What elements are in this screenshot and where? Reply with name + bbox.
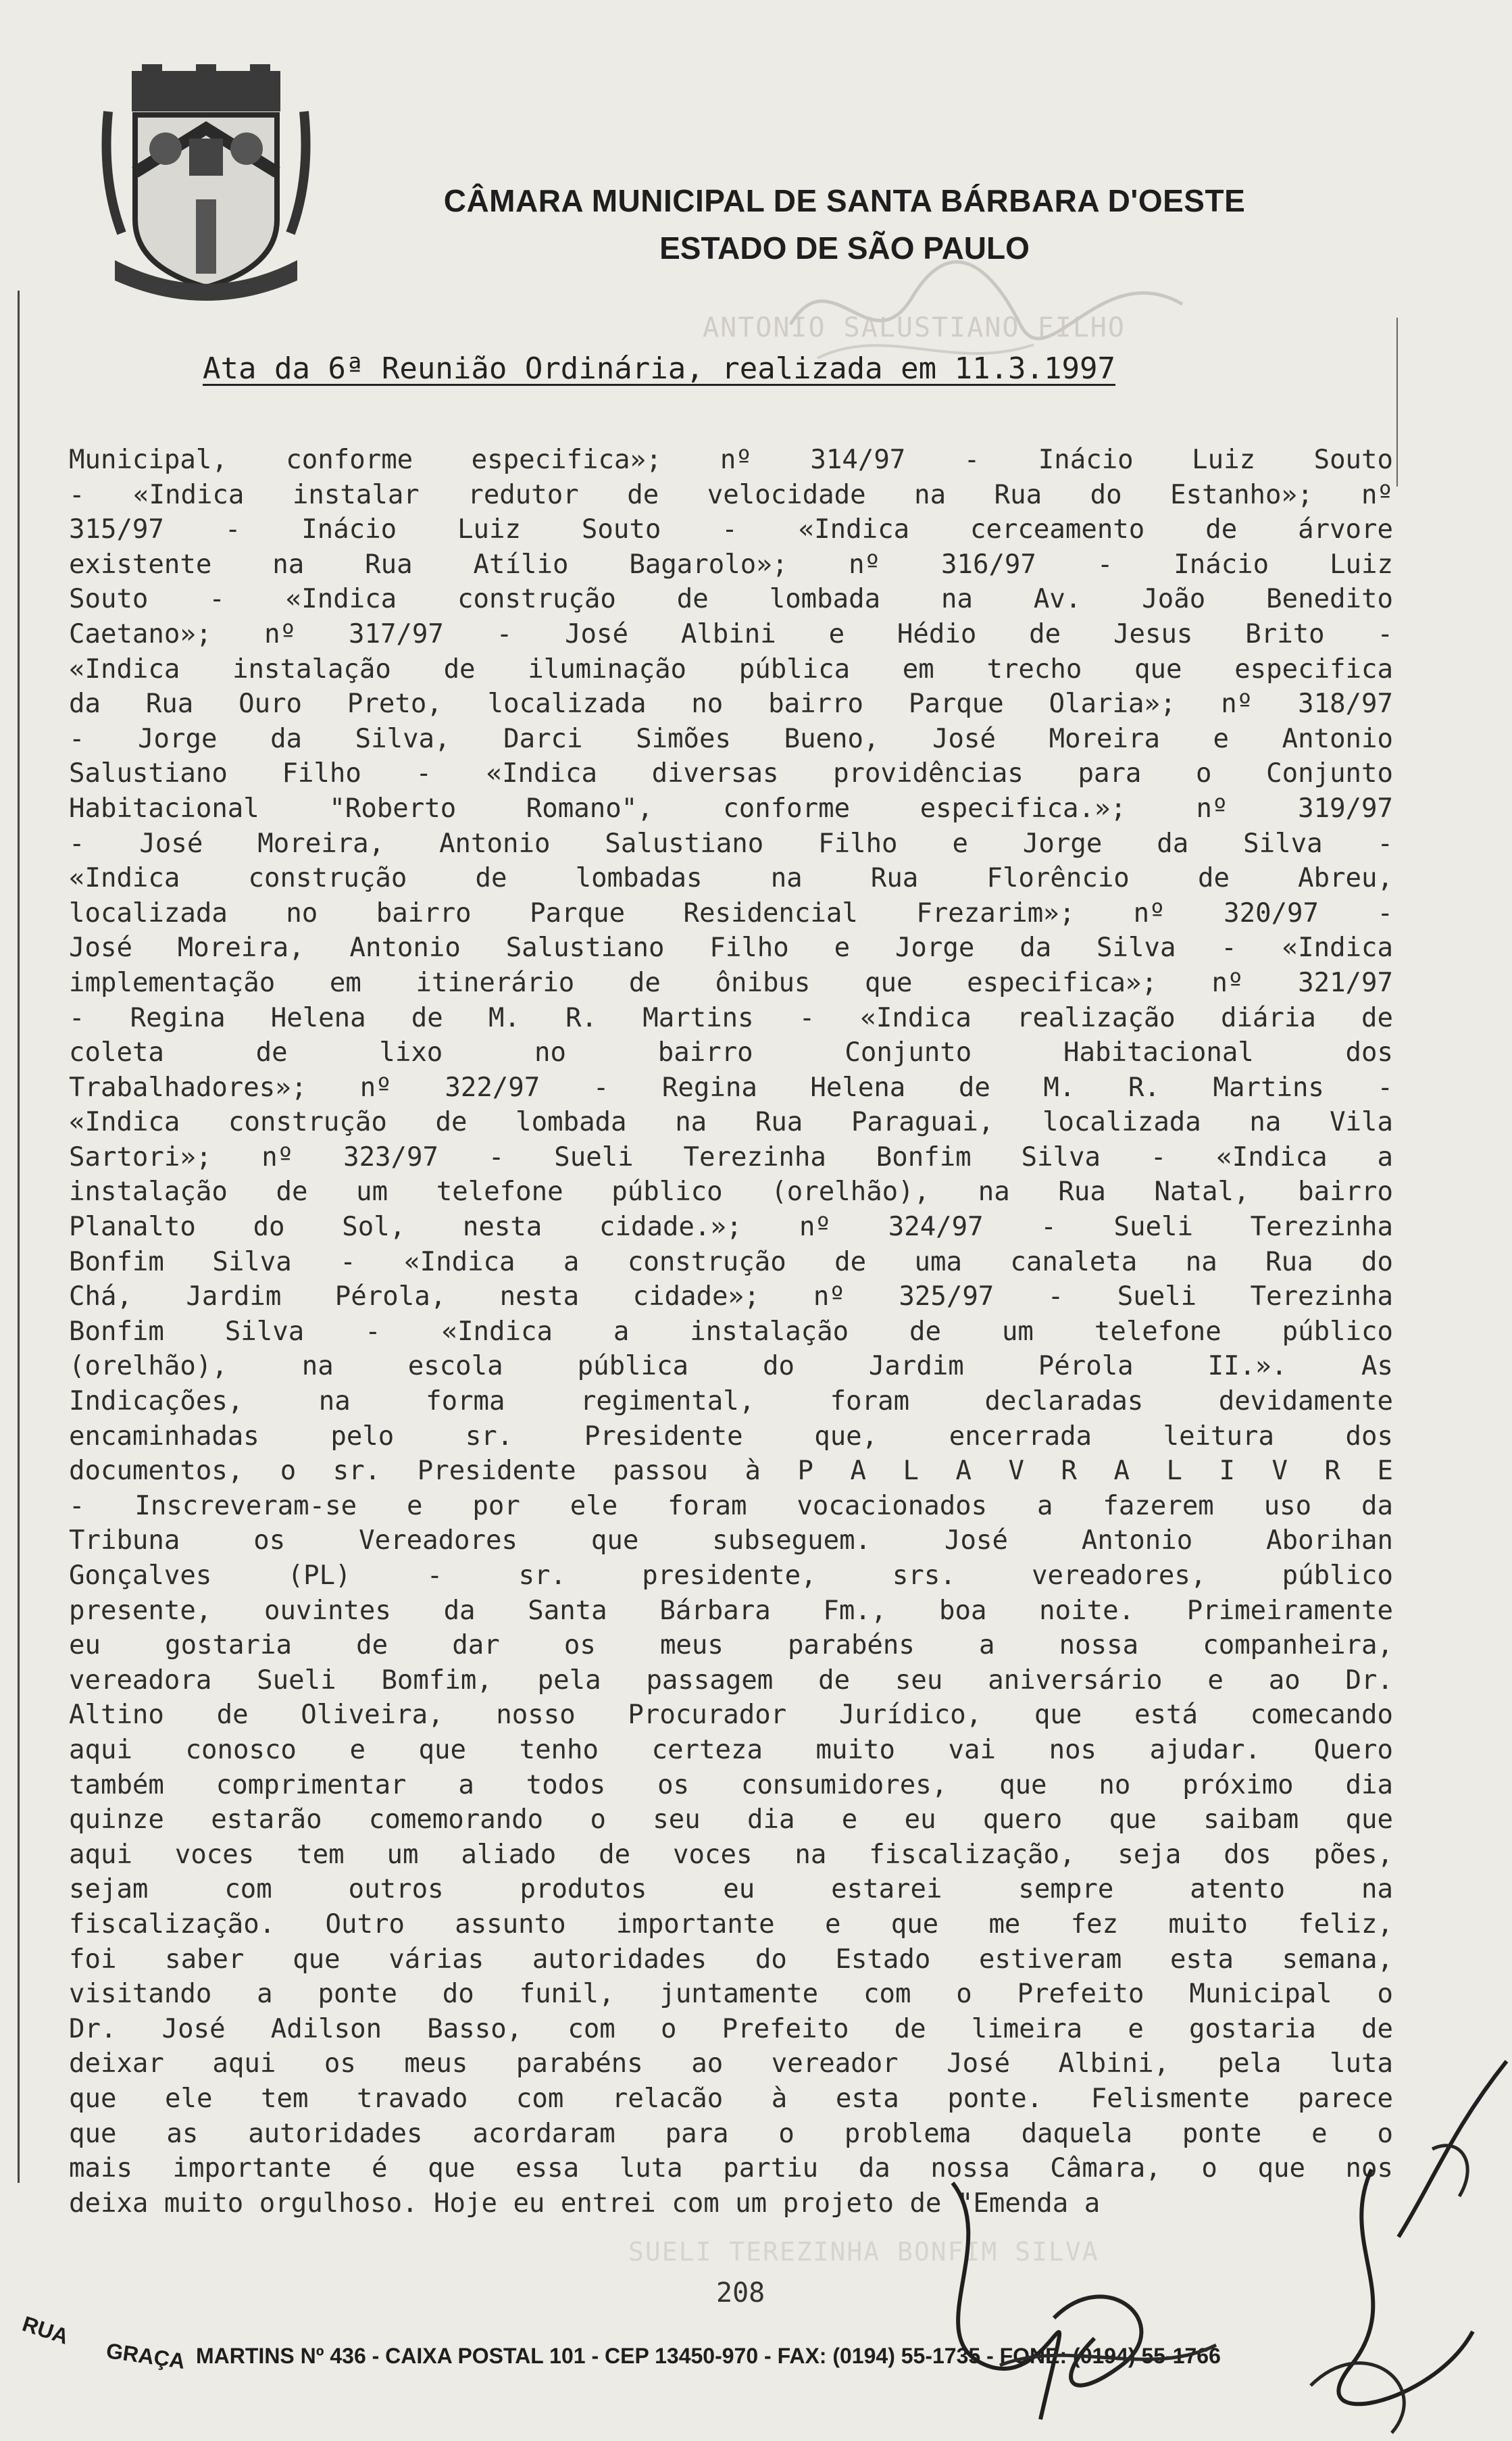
header-chamber-name: CÂMARA MUNICIPAL DE SANTA BÁRBARA D'OESTE bbox=[443, 183, 1246, 218]
handwritten-signature-right bbox=[1392, 2048, 1512, 2250]
minutes-line: Bonfim Silva - «Indica a instalação de um telefone público bbox=[69, 1316, 1393, 1347]
minutes-line: aqui voces tem um aliado de voces na fiscalização, seja dos pões, bbox=[69, 1839, 1393, 1870]
minutes-line: Bonfim Silva - «Indica a construção de uma canaleta na Rua do bbox=[69, 1246, 1393, 1277]
minutes-line: Municipal, conforme especifica»; nº 314/97 - Inácio Luiz Souto bbox=[69, 445, 1393, 475]
faint-stamp-name-bottom: SUELI TEREZINHA BONFIM SILVA bbox=[628, 2237, 1099, 2267]
minutes-line: (orelhão), na escola pública do Jardim Pérola II.». As bbox=[69, 1351, 1393, 1382]
minutes-line: foi saber que várias autoridades do Estado estiveram esta semana, bbox=[69, 1944, 1393, 1975]
minutes-line: sejam com outros produtos eu estarei sempre atento na bbox=[69, 1874, 1393, 1905]
minutes-line: aqui conosco e que tenho certeza muito vai nos ajudar. Quero bbox=[69, 1734, 1393, 1765]
minutes-line: «Indica construção de lombadas na Rua Florêncio de Abreu, bbox=[69, 863, 1393, 894]
minutes-line: da Rua Ouro Preto, localizada no bairro Parque Olaria»; nº 318/97 bbox=[69, 689, 1393, 720]
minutes-line: deixa muito orgulhoso. Hoje eu entrei com um projeto de "Emenda a bbox=[69, 2188, 1101, 2219]
minutes-line: - «Indica instalar redutor de velocidade na Rua do Estanho»; nº bbox=[69, 479, 1393, 510]
minutes-line: também comprimentar a todos os consumidores, que no próximo dia bbox=[69, 1769, 1393, 1800]
header-state-name: ESTADO DE SÃO PAULO bbox=[659, 230, 1030, 266]
minutes-line: Planalto do Sol, nesta cidade.»; nº 324/97 - Sueli Terezinha bbox=[69, 1212, 1393, 1243]
minutes-line: Tribuna os Vereadores que subseguem. José Antonio Aborihan bbox=[69, 1525, 1393, 1556]
minutes-line: Gonçalves (PL) - sr. presidente, srs. vereadores, público bbox=[69, 1560, 1393, 1591]
minutes-line: Dr. José Adilson Basso, com o Prefeito de limeira e gostaria de bbox=[69, 2013, 1393, 2044]
minutes-line: vereadora Sueli Bomfim, pela passagem de seu aniversário e ao Dr. bbox=[69, 1665, 1393, 1696]
minutes-line: Souto - «Indica construção de lombada na Av. João Benedito bbox=[69, 584, 1393, 615]
footer-address-part3: MARTINS Nº 436 - CAIXA POSTAL 101 - CEP 13450-970 - FAX: (0194) 55-1735 - FONE: (0194) 55-1766 bbox=[196, 2344, 1221, 2368]
minutes-line: implementação em itinerário de ônibus que especifica»; nº 321/97 bbox=[69, 967, 1393, 998]
minutes-line: Salustiano Filho - «Indica diversas providências para o Conjunto bbox=[69, 758, 1393, 789]
minutes-line: Altino de Oliveira, nosso Procurador Jurídico, que está comecando bbox=[69, 1700, 1393, 1731]
page-number: 208 bbox=[716, 2277, 765, 2309]
right-margin-line bbox=[1396, 318, 1398, 487]
minutes-line: documentos, o sr. Presidente passou à P A L A V R A L I V R E bbox=[69, 1456, 1393, 1487]
minutes-line: - Inscreveram-se e por ele foram vocacionados a fazerem uso da bbox=[69, 1490, 1393, 1521]
minutes-line: Chá, Jardim Pérola, nesta cidade»; nº 325/97 - Sueli Terezinha bbox=[69, 1281, 1393, 1312]
minutes-line: instalação de um telefone público (orelhão), na Rua Natal, bairro bbox=[69, 1177, 1393, 1208]
minutes-line: Trabalhadores»; nº 322/97 - Regina Helena de M. R. Martins - bbox=[69, 1072, 1393, 1103]
minutes-title: Ata da 6ª Reunião Ordinária, realizada em 11.3.1997 bbox=[203, 351, 1116, 386]
minutes-line: presente, ouvintes da Santa Bárbara Fm., boa noite. Primeiramente bbox=[69, 1595, 1393, 1626]
minutes-line: quinze estarão comemorando o seu dia e eu quero que saibam que bbox=[69, 1804, 1393, 1835]
minutes-line: que ele tem travado com relacão à esta ponte. Felismente parece bbox=[69, 2083, 1393, 2114]
minutes-line: localizada no bairro Parque Residencial Frezarim»; nº 320/97 - bbox=[69, 897, 1393, 929]
minutes-line: visitando a ponte do funil, juntamente com o Prefeito Municipal o bbox=[69, 1979, 1393, 2010]
minutes-line: Indicações, na forma regimental, foram declaradas devidamente bbox=[69, 1386, 1393, 1417]
minutes-line: eu gostaria de dar os meus parabéns a nossa companheira, bbox=[69, 1630, 1393, 1661]
minutes-line: fiscalização. Outro assunto importante e que me fez muito feliz, bbox=[69, 1908, 1393, 1940]
minutes-line: Sartori»; nº 323/97 - Sueli Terezinha Bonfim Silva - «Indica a bbox=[69, 1141, 1393, 1173]
minutes-line: - Regina Helena de M. R. Martins - «Indica realização diária de bbox=[69, 1002, 1393, 1033]
minutes-line: coleta de lixo no bairro Conjunto Habitacional dos bbox=[69, 1037, 1393, 1068]
footer-address-part2: GRAÇA bbox=[104, 2338, 187, 2373]
minutes-line: existente na Rua Atílio Bagarolo»; nº 316/97 - Inácio Luiz bbox=[69, 549, 1393, 580]
minutes-line: encaminhadas pelo sr. Presidente que, encerrada leitura dos bbox=[69, 1421, 1393, 1452]
footer-address-part1: RUA bbox=[19, 2311, 72, 2349]
minutes-body bbox=[69, 443, 1393, 2221]
minutes-line: 315/97 - Inácio Luiz Souto - «Indica cerceamento de árvore bbox=[69, 514, 1393, 545]
minutes-line: - José Moreira, Antonio Salustiano Filho e Jorge da Silva - bbox=[69, 828, 1393, 859]
left-margin-line bbox=[18, 291, 20, 2183]
minutes-line: «Indica instalação de iluminação pública em trecho que especifica bbox=[69, 654, 1393, 685]
minutes-line: Caetano»; nº 317/97 - José Albini e Hédio de Jesus Brito - bbox=[69, 618, 1393, 649]
minutes-line: deixar aqui os meus parabéns ao vereador José Albini, pela luta bbox=[69, 2048, 1393, 2079]
minutes-line: mais importante é que essa luta partiu da nossa Câmara, o que nos bbox=[69, 2153, 1393, 2184]
minutes-line: Habitacional "Roberto Romano", conforme especifica.»; nº 319/97 bbox=[69, 793, 1393, 824]
faint-stamp-name: ANTONIO SALUSTIANO FILHO bbox=[703, 312, 1126, 343]
minutes-line: «Indica construção de lombada na Rua Paraguai, localizada na Vila bbox=[69, 1107, 1393, 1138]
minutes-line: - Jorge da Silva, Darci Simões Bueno, José Moreira e Antonio bbox=[69, 723, 1393, 754]
minutes-line: que as autoridades acordaram para o problema daquela ponte e o bbox=[69, 2118, 1393, 2149]
minutes-line: José Moreira, Antonio Salustiano Filho e Jorge da Silva - «Indica bbox=[69, 933, 1393, 964]
